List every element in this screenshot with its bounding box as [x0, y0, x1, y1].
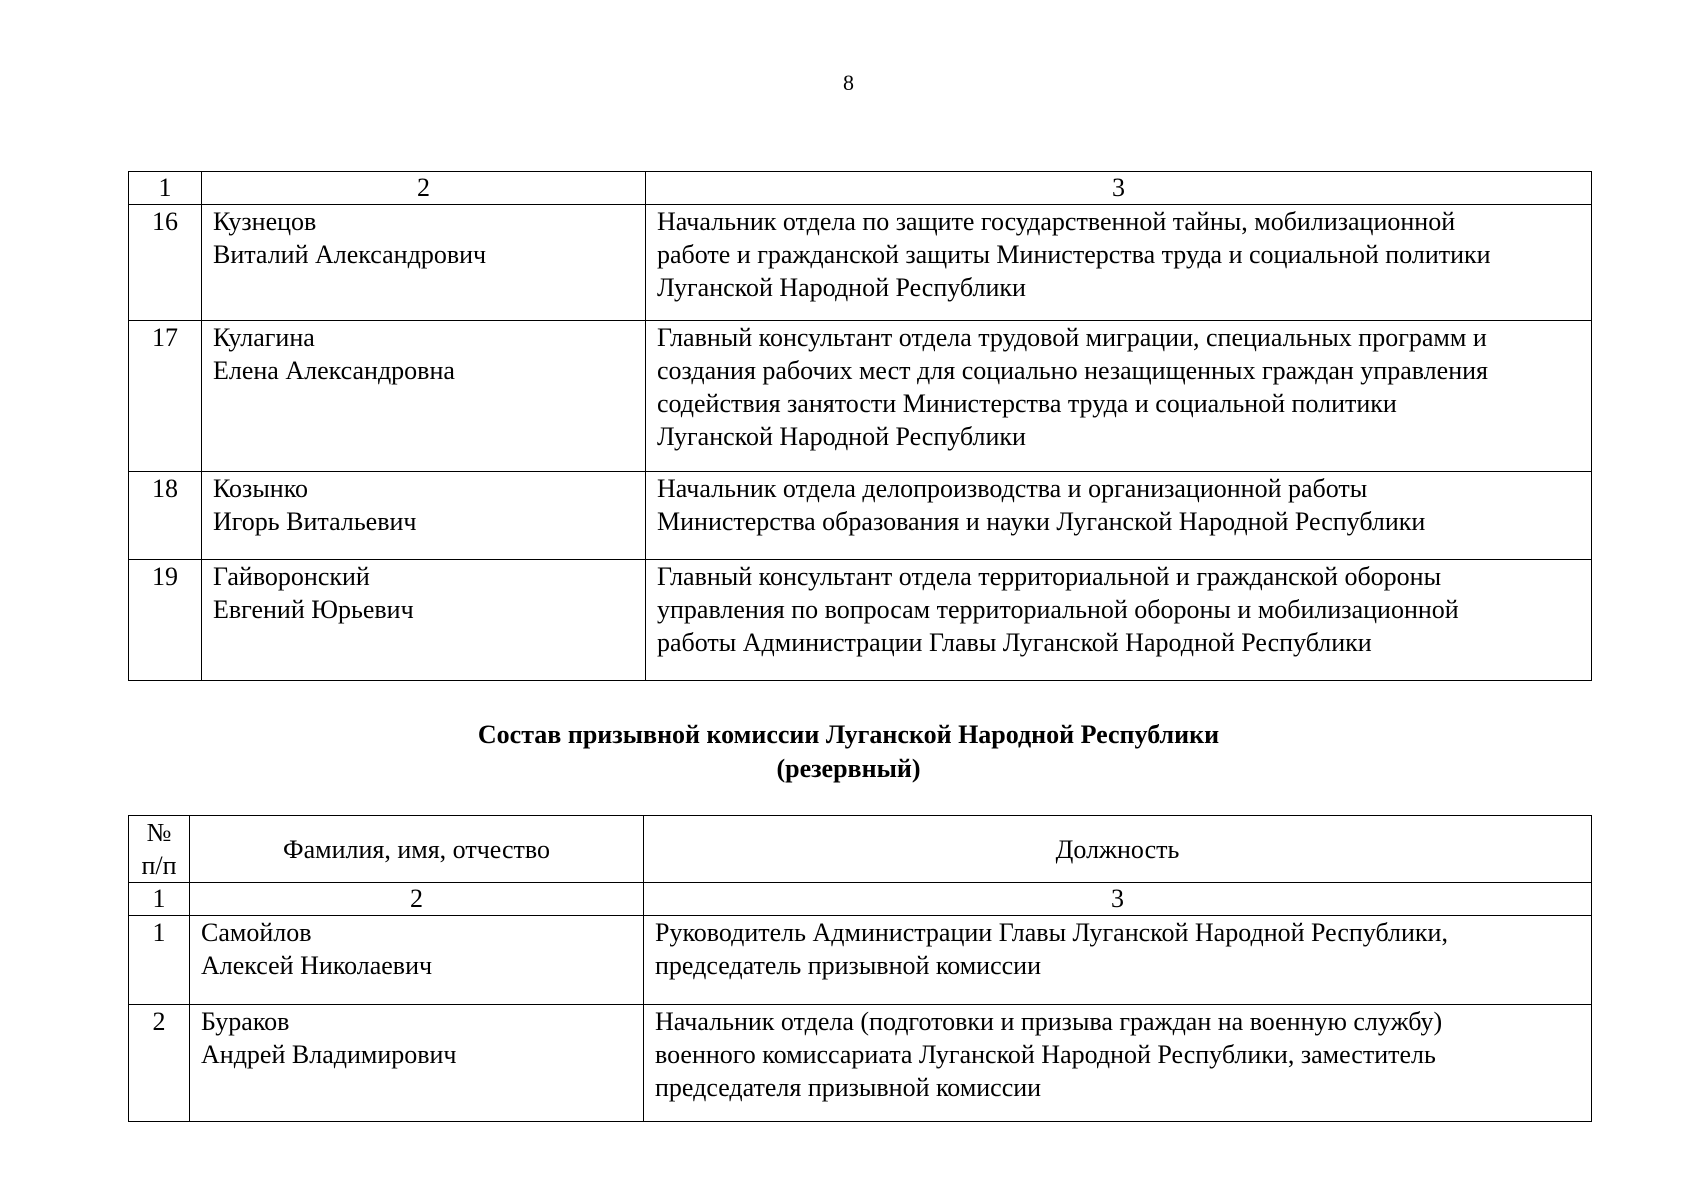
position-line: управления по вопросам территориальной обороны и мобилизационной [657, 595, 1459, 624]
given-names: Андрей Владимирович [201, 1040, 457, 1069]
row-number: 16 [129, 205, 202, 321]
column-header-number [129, 816, 190, 883]
position [644, 1005, 1592, 1122]
position-line: создания рабочих мест для социально незащищенных граждан управления [657, 356, 1488, 385]
reserve-commission-table [128, 815, 1592, 1122]
surname: Кулагина [213, 323, 315, 352]
page-number: 8 [843, 70, 854, 95]
position [644, 916, 1592, 1005]
row-number: 17 [129, 321, 202, 472]
column-header-name: Фамилия, имя, отчество [190, 816, 644, 883]
table-row [129, 321, 1592, 472]
position [646, 205, 1592, 321]
full-name [190, 1005, 644, 1122]
full-name [202, 560, 646, 681]
row-number: 2 [129, 1005, 190, 1122]
row-number: 19 [129, 560, 202, 681]
surname: Бураков [201, 1007, 290, 1036]
given-names: Виталий Александрович [213, 240, 487, 269]
surname: Гайворонский [213, 562, 370, 591]
column-number-2: 2 [202, 172, 646, 205]
section-subtitle: (резервный) [776, 754, 921, 783]
table-row [129, 1005, 1592, 1122]
column-number-3: 3 [644, 883, 1592, 916]
row-number: 1 [129, 916, 190, 1005]
given-names: Алексей Николаевич [201, 951, 433, 980]
section-title-line: Состав призывной комиссии Луганской Народной Республики [477, 720, 1220, 749]
position-line: работы Администрации Главы Луганской Народной Республики [657, 628, 1372, 657]
position-line: Начальник отдела по защите государственной тайны, мобилизационной [657, 207, 1456, 236]
position-line: военного комиссариата Луганской Народной Республики, заместитель [655, 1040, 1436, 1069]
full-name [190, 916, 644, 1005]
given-names: Елена Александровна [213, 356, 455, 385]
header-number-symbol: № [146, 818, 172, 847]
position-line: Главный консультант отдела территориальной и гражданской обороны [657, 562, 1442, 591]
table-row [129, 560, 1592, 681]
position-line: Начальник отдела (подготовки и призыва граждан на военную службу) [655, 1007, 1443, 1036]
column-header-position: Должность [644, 816, 1592, 883]
position [646, 472, 1592, 560]
position-line: председателя призывной комиссии [655, 1073, 1042, 1102]
column-number-1: 1 [129, 172, 202, 205]
section-title [0, 718, 1697, 786]
surname: Самойлов [201, 918, 312, 947]
position-line: Луганской Народной Республики [657, 422, 1026, 451]
header-number-abbr: п/п [141, 851, 177, 880]
surname: Кузнецов [213, 207, 317, 236]
table-row [129, 472, 1592, 560]
members-table-continued [128, 171, 1592, 681]
position-line: Начальник отдела делопроизводства и организационной работы [657, 474, 1368, 503]
surname: Козынко [213, 474, 309, 503]
column-number-row [129, 883, 1592, 916]
table-row [129, 916, 1592, 1005]
position-line: Луганской Народной Республики [657, 273, 1026, 302]
position-line: содействия занятости Министерства труда и социальной политики [657, 389, 1397, 418]
table-header-row [129, 816, 1592, 883]
column-number-2: 2 [190, 883, 644, 916]
position-line: Руководитель Администрации Главы Луганской Народной Республики, [655, 918, 1448, 947]
column-number-1: 1 [129, 883, 190, 916]
position [646, 321, 1592, 472]
position-line: Министерства образования и науки Луганской Народной Республики [657, 507, 1426, 536]
position-line: председатель призывной комиссии [655, 951, 1041, 980]
column-number-row [129, 172, 1592, 205]
given-names: Игорь Витальевич [213, 507, 417, 536]
given-names: Евгений Юрьевич [213, 595, 414, 624]
table-row [129, 205, 1592, 321]
position-line: Главный консультант отдела трудовой миграции, специальных программ и [657, 323, 1487, 352]
full-name [202, 205, 646, 321]
row-number: 18 [129, 472, 202, 560]
full-name [202, 472, 646, 560]
position-line: работе и гражданской защиты Министерства труда и социальной политики [657, 240, 1491, 269]
position [646, 560, 1592, 681]
full-name [202, 321, 646, 472]
column-number-3: 3 [646, 172, 1592, 205]
